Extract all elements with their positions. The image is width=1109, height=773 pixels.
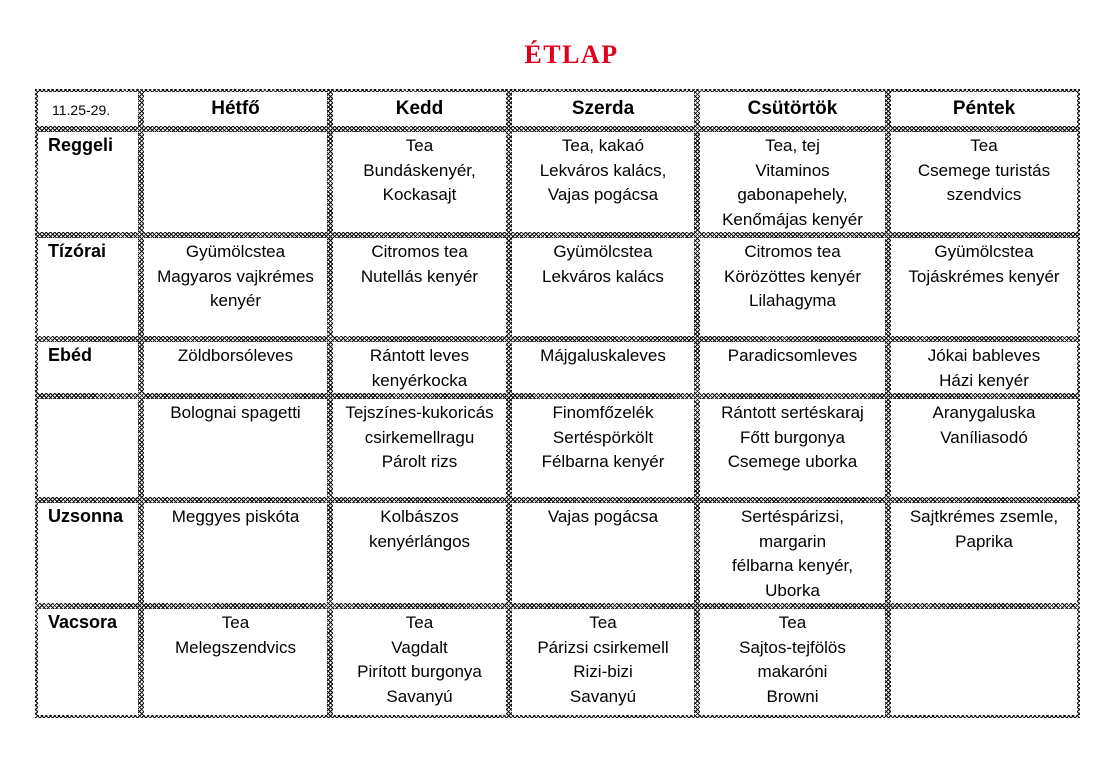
menu-item: Nutellás kenyér xyxy=(360,266,479,286)
menu-item: Zöldborsóleves xyxy=(177,346,294,365)
menu-cell-thursday xyxy=(697,129,888,235)
menu-item: Magyaros vajkrémes xyxy=(157,266,314,286)
menu-item: Sertéspörkölt xyxy=(552,427,654,447)
menu-item: Sajtos-tejfölös xyxy=(739,637,846,657)
menu-item: Tea xyxy=(589,613,617,632)
menu-item: Gyümölcstea xyxy=(934,242,1034,261)
menu-item: kenyér xyxy=(209,291,262,310)
menu-item: Kenőmájas kenyér xyxy=(722,209,863,229)
meal-label: Ebéd xyxy=(35,339,141,396)
menu-item: Aranygaluska xyxy=(932,403,1036,422)
menu-cell-friday xyxy=(888,606,1080,718)
header-row xyxy=(35,89,1080,129)
menu-item: Jókai bableves xyxy=(927,346,1041,365)
menu-cell-thursday xyxy=(697,606,888,718)
menu-item: Paradicsomleves xyxy=(727,346,858,365)
menu-item: Rántott leves xyxy=(369,346,470,365)
menu-item: Kockasajt xyxy=(382,185,457,204)
menu-table xyxy=(35,89,1080,718)
menu-item: Bundáskenyér, xyxy=(363,160,476,180)
menu-cell-monday xyxy=(141,129,330,235)
menu-item: Gyümölcstea xyxy=(553,242,653,261)
meal-row xyxy=(35,500,1080,606)
menu-cell-wednesday xyxy=(509,606,697,718)
menu-item: Vaníliasodó xyxy=(940,427,1028,447)
menu-item: Tea xyxy=(970,136,998,155)
menu-item: Vitaminos xyxy=(755,160,830,180)
menu-cell-friday xyxy=(888,500,1080,606)
menu-item: Citromos tea xyxy=(371,242,468,261)
menu-cell-monday xyxy=(141,396,330,500)
menu-cell-wednesday xyxy=(509,129,697,235)
menu-item: Tea xyxy=(405,613,434,632)
menu-item: gabonapehely, xyxy=(737,185,848,204)
menu-item: Tea, kakaó xyxy=(561,136,645,155)
menu-item: Rántott sertéskaraj xyxy=(721,403,864,422)
page-title: ÉTLAP xyxy=(524,40,619,69)
menu-item: margarin xyxy=(758,531,827,551)
day-header-thursday: Csütörtök xyxy=(697,89,888,129)
menu-item: Sajtkrémes zsemle, xyxy=(909,507,1059,526)
menu-item: Finomfőzelék xyxy=(552,403,654,422)
meal-row xyxy=(35,339,1080,396)
menu-item: Tejszínes-kukoricás xyxy=(345,403,494,422)
menu-cell-tuesday xyxy=(330,235,509,339)
menu-item: makaróni xyxy=(757,662,828,681)
menu-cell-wednesday xyxy=(509,396,697,500)
menu-cell-tuesday xyxy=(330,606,509,718)
menu-item: Browni xyxy=(766,686,819,706)
menu-cell-thursday xyxy=(697,339,888,396)
menu-cell-friday xyxy=(888,235,1080,339)
menu-item: Házi kenyér xyxy=(939,370,1029,390)
day-header-friday: Péntek xyxy=(888,89,1080,129)
menu-item: Vajas pogácsa xyxy=(547,185,659,204)
day-header-monday: Hétfő xyxy=(141,89,330,129)
menu-cell-tuesday xyxy=(330,339,509,396)
menu-item: Tea, tej xyxy=(765,136,820,155)
meal-row xyxy=(35,235,1080,339)
meal-row xyxy=(35,606,1080,718)
menu-item: Meggyes piskóta xyxy=(171,507,300,526)
menu-item: Kolbászos xyxy=(380,507,459,526)
menu-cell-tuesday xyxy=(330,396,509,500)
menu-cell-thursday xyxy=(697,235,888,339)
menu-item: kenyérlángos xyxy=(368,531,471,551)
menu-item: Gyümölcstea xyxy=(185,242,286,261)
day-header-tuesday: Kedd xyxy=(330,89,509,129)
meal-label: Tízórai xyxy=(35,235,141,339)
meal-label xyxy=(35,396,141,500)
menu-item: Félbarna kenyér xyxy=(541,452,665,471)
date-range: 11.25-29. xyxy=(35,89,141,129)
menu-item: Savanyú xyxy=(569,686,637,706)
menu-item: Csemege turistás xyxy=(917,160,1051,180)
menu-item: Tea xyxy=(405,136,434,155)
menu-cell-wednesday xyxy=(509,500,697,606)
menu-item: Paprika xyxy=(955,531,1013,551)
menu-item: Savanyú xyxy=(386,686,453,706)
menu-item: csirkemellragu xyxy=(364,427,475,447)
menu-item: Párizsi csirkemell xyxy=(537,637,669,657)
menu-item: Főtt burgonya xyxy=(740,427,845,447)
menu-cell-thursday xyxy=(697,500,888,606)
menu-item: Párolt rizs xyxy=(381,452,458,471)
menu-item: szendvics xyxy=(946,185,1022,204)
menu-item: Uborka xyxy=(765,580,820,600)
menu-cell-friday xyxy=(888,396,1080,500)
menu-item: Tea xyxy=(778,613,807,632)
menu-cell-friday xyxy=(888,339,1080,396)
menu-item: Csemege uborka xyxy=(727,452,858,471)
meal-row xyxy=(35,129,1080,235)
menu-item: Tojáskrémes kenyér xyxy=(908,266,1060,286)
meal-label: Vacsora xyxy=(35,606,141,718)
meal-label: Uzsonna xyxy=(35,500,141,606)
meal-row xyxy=(35,396,1080,500)
menu-cell-friday xyxy=(888,129,1080,235)
menu-item: Lekváros kalács, xyxy=(539,160,667,180)
menu-item: Rizi-bizi xyxy=(573,662,633,681)
menu-item: Lilahagyma xyxy=(749,291,836,310)
menu-item: Bolognai spagetti xyxy=(170,403,301,422)
menu-cell-monday xyxy=(141,339,330,396)
menu-item: Sertéspárizsi, xyxy=(741,507,844,526)
day-header-wednesday: Szerda xyxy=(509,89,697,129)
menu-item: Citromos tea xyxy=(744,242,841,261)
menu-item: Melegszendvics xyxy=(175,637,296,657)
menu-item: Vagdalt xyxy=(391,637,448,657)
menu-item: Tea xyxy=(221,613,250,632)
menu-cell-wednesday xyxy=(509,235,697,339)
menu-item: Májgaluskaleves xyxy=(540,346,666,365)
menu-item: kenyérkocka xyxy=(371,370,468,390)
menu-item: Vajas pogácsa xyxy=(547,507,659,526)
menu-cell-wednesday xyxy=(509,339,697,396)
menu-cell-monday xyxy=(141,500,330,606)
menu-cell-tuesday xyxy=(330,500,509,606)
menu-cell-thursday xyxy=(697,396,888,500)
meal-label: Reggeli xyxy=(35,129,141,235)
menu-item: Pirított burgonya xyxy=(357,662,482,681)
menu-cell-monday xyxy=(141,606,330,718)
menu-cell-monday xyxy=(141,235,330,339)
menu-cell-tuesday xyxy=(330,129,509,235)
menu-item: félbarna kenyér, xyxy=(732,556,853,575)
menu-item: Körözöttes kenyér xyxy=(723,266,861,286)
menu-item: Lekváros kalács xyxy=(542,266,664,286)
